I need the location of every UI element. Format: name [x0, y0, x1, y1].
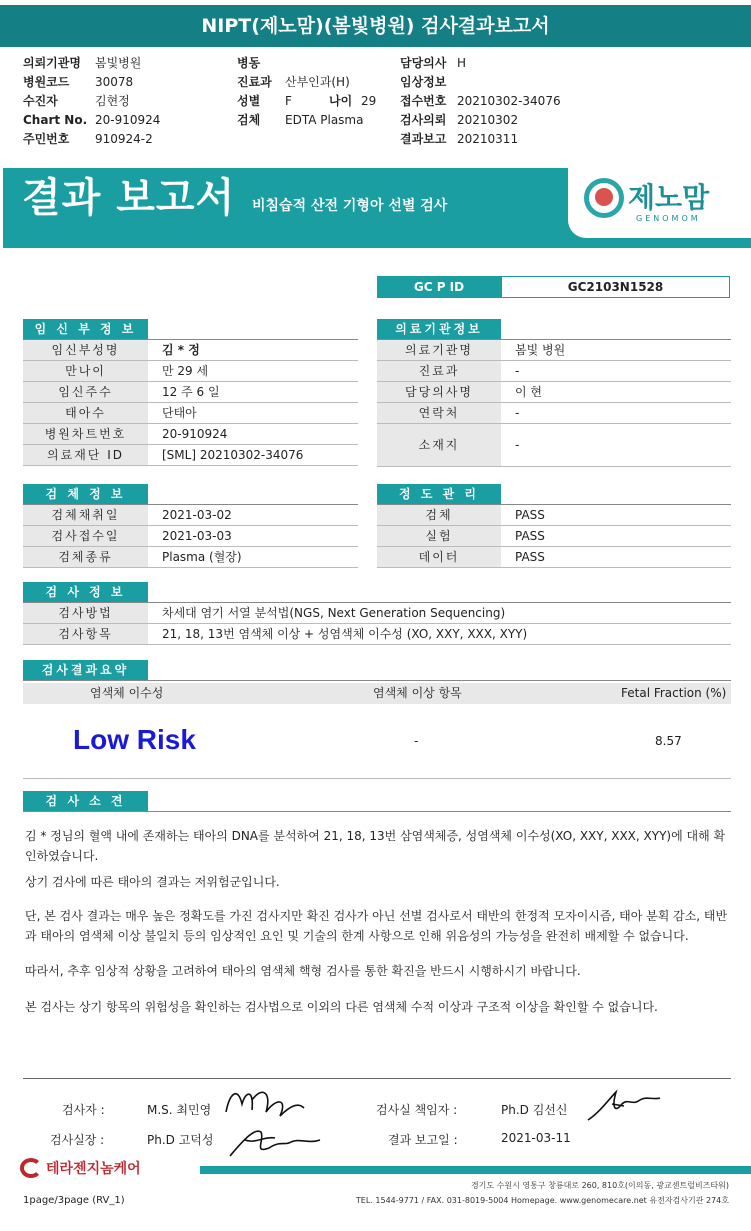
- tester-name: M.S. 최민영: [147, 1103, 212, 1117]
- meta-col-1: [23, 54, 160, 149]
- summary-header: 검사결과요약: [23, 660, 148, 680]
- company-name: 테라젠지놈케어: [46, 1161, 141, 1177]
- meta-key: 수진자: [23, 94, 58, 108]
- pregnant-info-header: 임 신 부 정 보: [23, 319, 148, 339]
- risk-result: Low Risk: [73, 724, 196, 755]
- row-value: 김 * 정: [162, 343, 200, 357]
- meta-value: H: [457, 56, 467, 70]
- row-value: -: [515, 438, 520, 452]
- row-label: 검체채취일: [23, 505, 148, 525]
- summary-table-header: [23, 683, 731, 704]
- meta-value: 20210311: [457, 132, 519, 146]
- row-value: -: [515, 364, 520, 378]
- meta-key: 진료과: [237, 75, 272, 89]
- meta-key: 담당의사: [400, 56, 447, 70]
- test-info-table: [23, 603, 731, 645]
- company-contact: TEL. 1544-9771 / FAX. 031-8019-5004 Homepage. www.genomecare.net 유전자검사기관 274호: [355, 1196, 729, 1205]
- row-value: -: [515, 406, 520, 420]
- tester-signature: [218, 1082, 308, 1122]
- row-label: 검사접수일: [23, 526, 148, 546]
- qc-info-table: [377, 505, 731, 568]
- row-label: 임신부성명: [23, 340, 148, 360]
- opinion-p3: 단, 본 검사 결과는 매우 높은 정확도를 가진 검사지만 확진 검사가 아닌 선별 검사로서 태반의 한정적 모자이시즘, 태아 분획 감소, 태반과 태아의 염색체 이상 불일치 등의 임상적인 요인 및 기술의 한계 사항으로 인해 위음성의 가능성을 완전히 배제할 수 없습니다.: [25, 909, 728, 943]
- meta-key: 병동: [237, 56, 261, 70]
- row-value: 차세대 염기 서열 분석법(NGS, Next Generation Sequencing): [162, 606, 506, 620]
- row-value: 2021-03-02: [162, 508, 232, 522]
- specimen-info-table: [23, 505, 358, 568]
- head-label: 검사실장 :: [50, 1133, 105, 1147]
- divider: [23, 778, 731, 779]
- meta-value: 20210302-34076: [457, 94, 561, 108]
- fetal-fraction-value: 8.57: [655, 734, 682, 748]
- meta-value: 20210302: [457, 113, 519, 127]
- meta-key: 결과보고: [400, 132, 447, 146]
- row-label: 검사방법: [23, 603, 148, 623]
- hospital-info-header: 의료기관정보: [377, 319, 501, 339]
- opinion-p2: 상기 검사에 따른 태아의 결과는 저위험군입니다.: [25, 875, 280, 889]
- row-label: 검체: [377, 505, 501, 525]
- divider: [23, 811, 731, 812]
- meta-key: Chart No.: [23, 113, 88, 127]
- divider: [23, 1078, 731, 1079]
- row-value: PASS: [515, 529, 545, 543]
- row-label: 의료기관명: [377, 340, 501, 360]
- meta-key: 의뢰기관명: [23, 56, 81, 70]
- row-value: 단태아: [162, 406, 197, 420]
- meta-key: 병원코드: [23, 75, 70, 89]
- row-label: 임신주수: [23, 382, 148, 402]
- col-header: 염색체 이상 항목: [373, 686, 462, 700]
- meta-value: 봄빛병원: [95, 56, 142, 70]
- meta-key: 검사의뢰: [400, 113, 447, 127]
- meta-key: 성별: [237, 94, 261, 108]
- gcp-id-label: GC P ID: [377, 276, 501, 298]
- row-value: 21, 18, 13번 염색체 이상 + 성염색체 이수성 (XO, XXY, XXX, XYY): [162, 627, 528, 641]
- specimen-info-header: 검 체 정 보: [23, 484, 148, 504]
- meta-value: 910924-2: [95, 132, 153, 146]
- row-label: 연락처: [377, 403, 501, 423]
- test-info-header: 검 사 정 보: [23, 582, 148, 602]
- logo-dot-icon: [595, 188, 613, 206]
- company-address: 경기도 수원시 영통구 창룡대로 260, 810호(이의동, 광교센트럴비즈타워): [470, 1181, 729, 1190]
- meta-col-2: [237, 54, 376, 130]
- responsible-label: 검사실 책임자 :: [376, 1103, 458, 1117]
- row-value: 이 현: [515, 385, 542, 399]
- divider: [23, 680, 731, 681]
- qc-info-header: 정 도 관 리: [377, 484, 501, 504]
- head-name: Ph.D 고덕성: [147, 1133, 214, 1147]
- row-value: 만 29 세: [162, 364, 209, 378]
- row-value: 2021-03-03: [162, 529, 232, 543]
- opinion-p1: 김 * 정님의 혈액 내에 존재하는 태아의 DNA를 분석하여 21, 18, 13번 삼염색체증, 성염색체 이수성(XO, XXY, XXX, XYY)에 대해 확인하였습니다.: [25, 829, 726, 863]
- row-value: 봄빛 병원: [515, 343, 566, 357]
- row-label: 의료재단 ID: [23, 445, 148, 465]
- pregnant-info-table: [23, 340, 358, 466]
- col-header: 염색체 이수성: [90, 686, 164, 700]
- opinion-header: 검 사 소 견: [23, 791, 148, 811]
- opinion-p5: 본 검사는 상기 항목의 위험성을 확인하는 검사법으로 이외의 다른 염색체 수적 이상과 구조적 이상을 확인할 수 없습니다.: [25, 1000, 658, 1014]
- meta-value: 30078: [95, 75, 134, 89]
- banner-subtitle: 비침습적 산전 기형아 선별 검사: [252, 198, 448, 214]
- row-label: 태아수: [23, 403, 148, 423]
- meta-value: 산부인과(H): [285, 75, 350, 89]
- row-label: 검사항목: [23, 624, 148, 644]
- row-value: [SML] 20210302-34076: [162, 448, 304, 462]
- report-date-value: 2021-03-11: [501, 1131, 571, 1145]
- logo-subtext: GENOMOM: [636, 214, 701, 223]
- meta-key: 나이: [329, 94, 353, 108]
- row-label: 검체종류: [23, 547, 148, 567]
- banner-title: 결과 보고서: [22, 175, 236, 221]
- responsible-name: Ph.D 김선신: [501, 1103, 568, 1117]
- meta-key: 접수번호: [400, 94, 447, 108]
- row-value: PASS: [515, 508, 545, 522]
- meta-value: F: [285, 94, 292, 108]
- page-indicator: 1page/3page (RV_1): [23, 1195, 125, 1206]
- head-signature: [225, 1118, 325, 1163]
- row-label: 소재지: [377, 424, 501, 466]
- meta-value: 20-910924: [95, 113, 161, 127]
- row-label: 실험: [377, 526, 501, 546]
- hospital-info-table: [377, 340, 731, 467]
- meta-value: 29: [361, 94, 377, 108]
- tester-label: 검사자 :: [62, 1103, 105, 1117]
- row-label: 진료과: [377, 361, 501, 381]
- row-label: 데이터: [377, 547, 501, 567]
- meta-key: 주민번호: [23, 132, 70, 146]
- gcp-id-value: GC2103N1528: [501, 276, 730, 298]
- row-label: 병원차트번호: [23, 424, 148, 444]
- meta-col-3: [400, 54, 561, 149]
- report-title-bar: NIPT(제노맘)(봄빛병원) 검사결과보고서: [0, 5, 751, 47]
- abnormal-value: -: [414, 734, 419, 748]
- footer-bar: [200, 1166, 751, 1174]
- row-label: 담당의사명: [377, 382, 501, 402]
- meta-key: 검체: [237, 113, 261, 127]
- meta-value: 김현정: [95, 94, 130, 108]
- company-logo-icon: [20, 1158, 42, 1178]
- row-value: Plasma (혈장): [162, 550, 242, 564]
- meta-value: EDTA Plasma: [285, 113, 364, 127]
- row-value: PASS: [515, 550, 545, 564]
- row-label: 만나이: [23, 361, 148, 381]
- col-header: Fetal Fraction (%): [621, 686, 727, 700]
- meta-key: 임상정보: [400, 75, 447, 89]
- row-value: 20-910924: [162, 427, 228, 441]
- logo-text: 제노맘: [628, 181, 710, 214]
- opinion-p4: 따라서, 추후 임상적 상황을 고려하여 태아의 염색체 핵형 검사를 통한 확진을 반드시 시행하시기 바랍니다.: [25, 964, 581, 978]
- responsible-signature: [584, 1084, 664, 1129]
- row-value: 12 주 6 일: [162, 385, 220, 399]
- report-date-label: 결과 보고일 :: [388, 1133, 458, 1147]
